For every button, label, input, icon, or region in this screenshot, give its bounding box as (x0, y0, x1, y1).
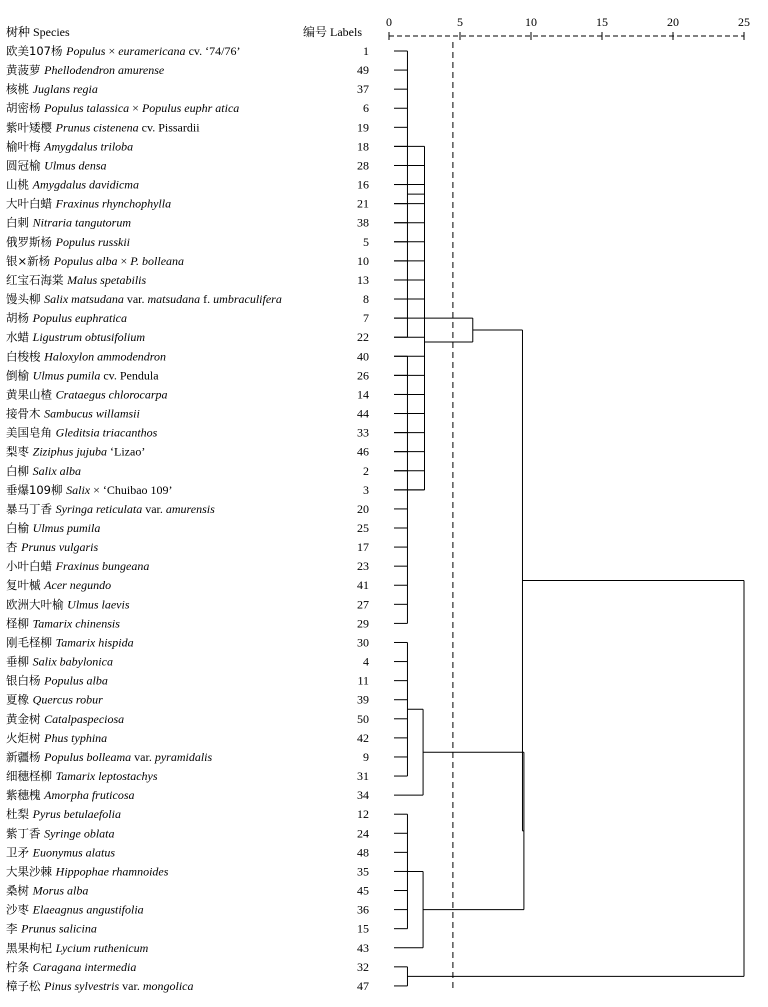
species-name (6, 101, 239, 115)
leaf-row (6, 712, 369, 726)
leaf-row (6, 311, 369, 325)
leaf-row (6, 368, 369, 382)
species-chinese-name: 榆叶梅 (6, 139, 45, 154)
species-latin-part: Lycium ruthenicum (55, 940, 149, 955)
species-chinese-name: 圆冠榆 (6, 158, 45, 173)
species-latin-part: euramericana (118, 44, 186, 58)
species-latin-part: Catalpaspeciosa (44, 711, 125, 726)
species-latin-part: Amygdalus triloba (44, 139, 134, 154)
species-chinese-name: 新疆杨 (6, 749, 45, 764)
leaf-label: 46 (357, 444, 369, 459)
species-latin-part: Acer negundo (44, 578, 112, 593)
x-tick-label: 0 (386, 15, 392, 29)
leaf-label: 5 (363, 234, 369, 249)
leaf-label: 15 (357, 921, 369, 936)
species-latin-part: Salix babylonica (32, 654, 113, 669)
leaf-label: 2 (363, 463, 369, 478)
leaf-label: 20 (357, 501, 369, 516)
leaf-row (6, 483, 369, 497)
leaf-row (6, 731, 369, 745)
species-latin-part: Haloxylon ammodendron (44, 349, 167, 364)
species-latin-part: × (117, 253, 131, 268)
species-latin-part: Tamarix leptostachys (55, 769, 158, 784)
species-name (6, 178, 139, 192)
species-name (6, 750, 212, 764)
species-name (6, 693, 103, 707)
species-latin-part: Prunus vulgaris (21, 540, 99, 555)
species-latin-part: matsudana (147, 292, 201, 307)
species-name (6, 216, 131, 230)
species-chinese-name: 俄罗斯杨 (6, 234, 56, 249)
leaf-label: 13 (357, 272, 369, 287)
species-name (6, 158, 107, 172)
species-latin-part: Prunus salicina (21, 921, 97, 936)
species-chinese-name: 沙枣 (6, 902, 33, 917)
species-name (6, 922, 97, 936)
species-name (6, 197, 171, 211)
species-latin-part: mongolica (142, 978, 194, 993)
species-name (6, 635, 134, 649)
leaf-label: 48 (357, 845, 369, 860)
species-chinese-name: 细穗柽柳 (6, 769, 56, 784)
leaf-row (6, 559, 369, 573)
x-tick-label: 20 (667, 15, 679, 29)
species-name (6, 311, 127, 325)
leaf-label: 44 (357, 406, 369, 421)
x-axis (386, 15, 750, 40)
species-chinese-name: 樟子松 (6, 978, 45, 993)
species-name (6, 864, 169, 878)
leaf-row (6, 178, 369, 192)
species-name (6, 960, 136, 974)
leaf-row (6, 788, 369, 802)
leaf-row (6, 979, 369, 993)
species-chinese-name: 小叶白蜡 (6, 559, 56, 574)
leaf-row (6, 597, 369, 611)
leaf-label: 8 (363, 292, 369, 307)
leaf-row (6, 82, 369, 96)
species-name (6, 139, 133, 153)
species-name (6, 559, 149, 573)
species-name (6, 387, 168, 401)
species-name (6, 44, 240, 58)
species-latin-part: Populus russkii (55, 234, 130, 249)
leaf-row (6, 826, 369, 840)
leaf-row (6, 750, 369, 764)
leaf-label: 14 (357, 387, 369, 402)
species-chinese-name: 欧美107杨 (6, 44, 67, 58)
species-chinese-name: 垂柳 (6, 654, 33, 669)
species-latin-part: Populus euphratica (32, 311, 127, 326)
species-chinese-name: 李 (6, 921, 22, 936)
species-latin-part: Malus spetabilis (67, 272, 147, 287)
leaf-row (6, 655, 369, 669)
species-latin-part: Sambucus willamsii (44, 406, 140, 421)
leaf-row (6, 769, 369, 783)
species-latin-part: Ligustrum obtusifolium (32, 330, 146, 345)
species-chinese-name: 大果沙棘 (6, 864, 56, 879)
species-chinese-name: 黄金树 (6, 711, 45, 726)
leaf-row (6, 864, 369, 878)
leaf-row (6, 387, 369, 401)
leaf-row (6, 349, 369, 363)
leaf-label: 7 (363, 311, 369, 326)
leaf-row (6, 426, 369, 440)
species-header: 树种 Species (6, 25, 70, 39)
species-latin-part: Ziziphus jujuba (32, 444, 108, 459)
leaf-label: 18 (357, 139, 369, 154)
species-latin-part: cv. ‘74/76’ (185, 44, 241, 58)
species-latin-part: Quercus robur (32, 692, 103, 707)
species-chinese-name: 倒榆 (6, 368, 33, 383)
leaf-row (6, 330, 369, 344)
leaf-label: 45 (357, 883, 369, 898)
leaf-label: 26 (357, 368, 369, 383)
leaf-row (6, 502, 369, 516)
leaf-row (6, 464, 369, 478)
species-chinese-name: 黑果枸杞 (6, 940, 56, 955)
leaf-row (6, 578, 369, 592)
leaf-row (6, 407, 369, 421)
species-chinese-name: 山桃 (6, 177, 33, 192)
species-chinese-name: 馒头柳 (6, 292, 45, 307)
leaf-label: 33 (357, 425, 369, 440)
species-latin-part: ‘Lizao’ (107, 444, 146, 459)
species-name (6, 483, 173, 497)
species-chinese-name: 杏 (6, 540, 22, 555)
species-latin-part: Populus (66, 44, 106, 58)
species-chinese-name: 紫丁香 (6, 826, 45, 841)
leaf-row (6, 674, 369, 688)
species-chinese-name: 黄果山楂 (6, 387, 56, 402)
species-latin-part: cv. Pissardii (138, 120, 200, 135)
species-name (6, 254, 184, 268)
species-latin-part: Populus bolleama (44, 749, 132, 764)
species-latin-part: Phellodendron amurense (44, 63, 165, 78)
species-chinese-name: 银白杨 (6, 673, 45, 688)
species-latin-part: × ‘Chuibao 109’ (90, 482, 173, 497)
leaf-label: 42 (357, 730, 369, 745)
species-chinese-name: 暴马丁香 (6, 501, 56, 516)
leaf-row (6, 616, 369, 630)
leaf-row (6, 254, 369, 268)
species-latin-part: var. (119, 978, 143, 993)
leaf-label: 6 (363, 101, 369, 116)
leaf-label: 38 (357, 215, 369, 230)
species-latin-part: pyramidalis (154, 749, 213, 764)
leaf-row (6, 216, 369, 230)
species-name (6, 445, 145, 459)
species-chinese-name: 接骨木 (6, 406, 45, 421)
species-latin-part: Pyrus betulaefolia (32, 807, 121, 822)
species-chinese-name: 紫穗槐 (6, 788, 45, 803)
species-chinese-name: 欧洲大叶榆 (6, 597, 68, 612)
leaf-row (6, 44, 369, 58)
leaf-row (6, 941, 369, 955)
leaf-label: 9 (363, 749, 369, 764)
species-chinese-name: 卫矛 (6, 845, 33, 860)
species-latin-part: Populus euphr atica (141, 101, 240, 116)
leaf-label: 1 (363, 44, 369, 58)
species-name (6, 368, 159, 382)
species-name (6, 426, 158, 440)
species-chinese-name: 刚毛柽柳 (6, 635, 56, 650)
leaf-row (6, 197, 369, 211)
leaf-label: 47 (357, 978, 369, 993)
species-name (6, 464, 81, 478)
species-chinese-name: 胡杨 (6, 311, 33, 326)
leaf-label: 30 (357, 635, 369, 650)
species-latin-part: Hippophae rhamnoides (55, 864, 169, 879)
leaf-label: 28 (357, 158, 369, 173)
dendrogram-links (394, 42, 744, 992)
leaf-label: 10 (357, 253, 369, 268)
species-name (6, 845, 115, 859)
species-latin-part: Populus talassica (44, 101, 130, 116)
species-latin-part: Salix matsudana (44, 292, 124, 307)
species-latin-part: cv. Pendula (100, 368, 159, 383)
species-chinese-name: 紫叶矮樱 (6, 120, 56, 135)
leaf-row (6, 922, 369, 936)
species-latin-part: Pinus sylvestris (44, 978, 120, 993)
leaf-row (6, 235, 369, 249)
species-name (6, 82, 98, 96)
species-name (6, 540, 98, 554)
leaf-row (6, 635, 369, 649)
species-latin-part: Tamarix hispida (55, 635, 134, 650)
species-chinese-name: 红宝石海棠 (6, 272, 68, 287)
species-latin-part: Ulmus densa (44, 158, 107, 173)
leaf-label: 36 (357, 902, 369, 917)
leaf-label: 12 (357, 807, 369, 822)
species-chinese-name: 美国皂角 (6, 425, 56, 440)
species-latin-part: Prunus cistenena (55, 120, 139, 135)
species-latin-part: Nitraria tangutorum (32, 215, 132, 230)
leaf-label: 29 (357, 616, 369, 631)
species-latin-part: Amorpha fruticosa (44, 788, 135, 803)
species-latin-part: var. (142, 501, 166, 516)
species-chinese-name: 夏橡 (6, 692, 33, 707)
labels-header: 编号 Labels (303, 25, 362, 39)
species-latin-part: Phus typhina (44, 730, 108, 745)
leaf-label: 50 (357, 711, 369, 726)
species-chinese-name: 柽柳 (6, 616, 33, 631)
species-latin-part: Gleditsia triacanthos (55, 425, 158, 440)
leaf-label: 21 (357, 196, 369, 211)
leaf-label: 35 (357, 864, 369, 879)
leaf-row (6, 845, 369, 859)
species-name (6, 120, 200, 134)
leaf-row (6, 63, 369, 77)
leaf-label: 16 (357, 177, 369, 192)
species-name (6, 235, 130, 249)
leaf-row (6, 292, 369, 306)
leaf-label: 41 (357, 578, 369, 593)
species-name (6, 349, 166, 363)
species-chinese-name: 白梭梭 (6, 349, 45, 364)
species-chinese-name: 银×新杨 (6, 253, 54, 268)
x-tick-label: 5 (457, 15, 463, 29)
leaf-row (6, 158, 369, 172)
species-name (6, 521, 100, 535)
species-latin-part: Populus alba (53, 253, 118, 268)
species-name (6, 903, 144, 917)
species-latin-part: Juglans regia (32, 82, 98, 97)
leaf-row (6, 445, 369, 459)
species-latin-part: Salix alba (32, 463, 81, 478)
species-latin-part: Ulmus pumila (32, 368, 101, 383)
species-chinese-name: 复叶槭 (6, 578, 45, 593)
species-latin-part: Ulmus laevis (67, 597, 130, 612)
leaf-rows (6, 44, 369, 993)
leaf-label: 49 (357, 63, 369, 78)
species-latin-part: f. (200, 292, 214, 307)
leaf-row (6, 540, 369, 554)
leaf-row (6, 960, 369, 974)
species-name (6, 502, 215, 516)
species-latin-part: Caragana intermedia (32, 959, 137, 974)
species-name (6, 979, 194, 993)
species-chinese-name: 胡密杨 (6, 101, 45, 116)
species-latin-part: Euonymus alatus (32, 845, 115, 860)
species-chinese-name: 垂爆109柳 (6, 482, 67, 497)
species-latin-part: × (105, 44, 119, 58)
leaf-row (6, 120, 369, 134)
leaf-row (6, 693, 369, 707)
species-name (6, 597, 130, 611)
leaf-label: 27 (357, 597, 369, 612)
species-name (6, 826, 114, 840)
leaf-row (6, 521, 369, 535)
species-chinese-name: 水蜡 (6, 330, 33, 345)
species-name (6, 807, 121, 821)
species-name (6, 941, 149, 955)
leaf-row (6, 139, 369, 153)
species-name (6, 674, 108, 688)
species-name (6, 616, 120, 630)
leaf-label: 22 (357, 330, 369, 345)
species-name (6, 292, 282, 306)
leaf-label: 24 (357, 826, 369, 841)
species-latin-part: Populus alba (44, 673, 108, 688)
species-name (6, 655, 113, 669)
species-latin-part: Fraxinus rhynchophylla (55, 196, 172, 211)
species-name (6, 273, 146, 287)
species-latin-part: var. (131, 749, 155, 764)
leaf-label: 25 (357, 521, 369, 535)
species-latin-part: × (129, 101, 142, 116)
species-latin-part: P. bolleana (130, 253, 185, 268)
species-latin-part: umbraculifera (213, 292, 282, 307)
leaf-label: 37 (357, 82, 369, 97)
leaf-row (6, 273, 369, 287)
species-chinese-name: 白榆 (6, 521, 33, 535)
species-latin-part: Fraxinus bungeana (55, 559, 150, 574)
species-latin-part: Salix (66, 482, 91, 497)
x-tick-label: 15 (596, 15, 608, 29)
species-chinese-name: 核桃 (6, 82, 33, 97)
species-chinese-name: 大叶白蜡 (6, 196, 56, 211)
species-chinese-name: 火炬树 (6, 730, 45, 745)
species-latin-part: Elaeagnus angustifolia (32, 902, 144, 917)
leaf-label: 43 (357, 940, 369, 955)
species-chinese-name: 桑树 (6, 883, 33, 898)
leaf-label: 19 (357, 120, 369, 135)
species-latin-part: Syringe oblata (44, 826, 115, 841)
leaf-label: 4 (363, 654, 369, 669)
leaf-label: 17 (357, 540, 369, 555)
leaf-row (6, 884, 369, 898)
species-name (6, 731, 107, 745)
species-name (6, 330, 145, 344)
species-chinese-name: 杜梨 (6, 807, 33, 822)
leaf-row (6, 903, 369, 917)
species-latin-part: Ulmus pumila (32, 521, 101, 535)
species-latin-part: Tamarix chinensis (32, 616, 120, 631)
species-name (6, 769, 158, 783)
species-latin-part: Amygdalus davidicma (32, 177, 139, 192)
species-chinese-name: 白柳 (6, 463, 33, 478)
x-tick-label: 10 (525, 15, 537, 29)
species-name (6, 884, 88, 898)
species-latin-part: var. (123, 292, 148, 307)
leaf-row (6, 101, 369, 115)
leaf-label: 3 (363, 482, 369, 497)
leaf-label: 11 (357, 673, 369, 688)
species-name (6, 712, 124, 726)
species-name (6, 407, 140, 421)
species-name (6, 63, 165, 77)
species-latin-part: amurensis (165, 501, 215, 516)
species-latin-part: Syringa reticulata (55, 501, 143, 516)
leaf-label: 39 (357, 692, 369, 707)
leaf-row (6, 807, 369, 821)
species-latin-part: Crataegus chlorocarpa (55, 387, 168, 402)
species-chinese-name: 白刺 (6, 215, 33, 230)
species-latin-part: Morus alba (32, 883, 89, 898)
species-chinese-name: 梨枣 (6, 444, 33, 459)
species-chinese-name: 柠条 (6, 959, 33, 974)
leaf-label: 32 (357, 959, 369, 974)
leaf-label: 31 (357, 769, 369, 784)
leaf-label: 34 (357, 788, 369, 803)
leaf-label: 40 (357, 349, 369, 364)
species-name (6, 788, 135, 802)
leaf-label: 23 (357, 559, 369, 574)
species-chinese-name: 黄菠萝 (6, 63, 45, 78)
x-tick-label: 25 (738, 15, 750, 29)
species-name (6, 578, 111, 592)
